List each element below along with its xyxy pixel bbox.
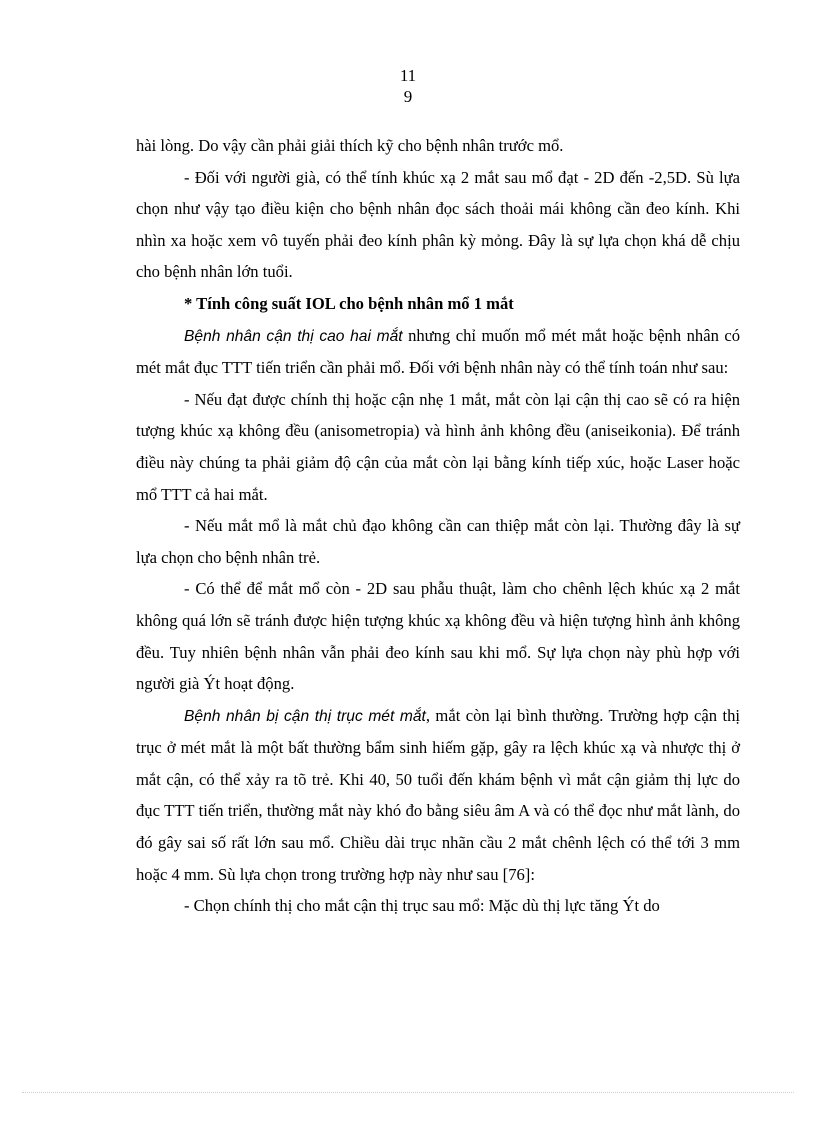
document-body [136,130,740,922]
paragraph-text: hài lòng. Do vậy cần phải giải thích kỹ cho bệnh nhân trước mổ. [136,136,564,155]
page-number-line-1: 11 [399,66,417,85]
paragraph-text: , mắt còn lại bình thường. Trường hợp cận thị trục ở mét mắt là một bất thường bẩm sinh hiếm gặp, gây ra lệch khúc xạ và nhược thị ở mắt cận, có thể xảy ra tõ trẻ. Khi 40, 50 tuổi đến khám bệnh vì mắt cận giảm thị lực do đục TTT tiến triển, thường mắt này khó đo bằng siêu âm A và có thể đọc như mắt lành, do đó gây sai số rất lớn sau mổ. Chiều dài trục nhãn cầu 2 mắt chênh lệch có thể tới 3 mm hoặc 4 mm. Sù lựa chọn trong trường hợp này như sau [76]: [136,705,740,884]
paragraph-text: - Nếu đạt được chính thị hoặc cận nhẹ 1 mắt, mắt còn lại cận thị cao sẽ có ra hiện tượng khúc xạ không đều (anisometropia) và hình ảnh không đều (aniseikonia). Để tránh điều này chúng ta phải giảm độ cận của mắt còn lại bằng kính tiếp xúc, hoặc Laser hoặc mổ TTT cả hai mắt. [136,389,740,504]
page-number-line-2: 9 [403,87,413,106]
paragraph-emphasis: Bệnh nhân cận thị cao hai mắt [184,327,403,345]
paragraph-text: - Có thể để mắt mổ còn - 2D sau phẫu thuật, làm cho chênh lệch khúc xạ 2 mắt không quá lớn sẽ tránh được hiện tượng khúc xạ không đều và hiện tượng hình ảnh không đều. Tuy nhiên bệnh nhân vẫn phải đeo kính sau khi mổ. Sự lựa chọn này phù hợp với người già Ýt hoạt động. [136,579,740,694]
paragraph-text: - Đối với người già, có thể tính khúc xạ 2 mắt sau mổ đạt - 2D đến -2,5D. Sù lựa chọn như vậy tạo điều kiện cho bệnh nhân đọc sách thoải mái không cần đeo kính. Khi nhìn xa hoặc xem vô tuyến phải đeo kính phân kỳ mỏng. Đây là sự lựa chọn khá dễ chịu cho bệnh nhân lớn tuổi. [136,167,740,282]
section-heading [136,288,740,320]
paragraph-option-emmetropia-axial [136,890,740,922]
paragraph-bilateral-high-myopia [136,320,740,384]
paragraph-option-minus-2d [136,573,740,699]
paragraph-emphasis: Bệnh nhân bị cận thị trục mét mắt [184,707,426,725]
paragraph-option-dominant-eye [136,510,740,573]
paragraph-text: - Chọn chính thị cho mắt cận thị trục sau mổ: Mặc dù thị lực tăng Ýt do [184,896,660,916]
paragraph-text: nhưng chỉ muốn mổ mét mắt hoặc bệnh nhân có mét mắt đục TTT tiến triển cần phải mổ. Đối với bệnh nhân này có thể tính toán như sau: [136,325,740,378]
heading-text: * Tính công suất IOL cho bệnh nhân mổ 1 mắt [184,293,514,313]
page-bottom-rule [22,1092,794,1093]
paragraph-text: - Nếu mắt mổ là mắt chủ đạo không cần can thiệp mắt còn lại. Thường đây là sự lựa chọn cho bệnh nhân trẻ. [136,516,740,567]
paragraph-continuation [136,130,740,162]
paragraph-option-emmetropia [136,384,740,510]
paragraph-unilateral-axial-myopia [136,700,740,891]
paragraph-elderly-refraction [136,162,740,288]
